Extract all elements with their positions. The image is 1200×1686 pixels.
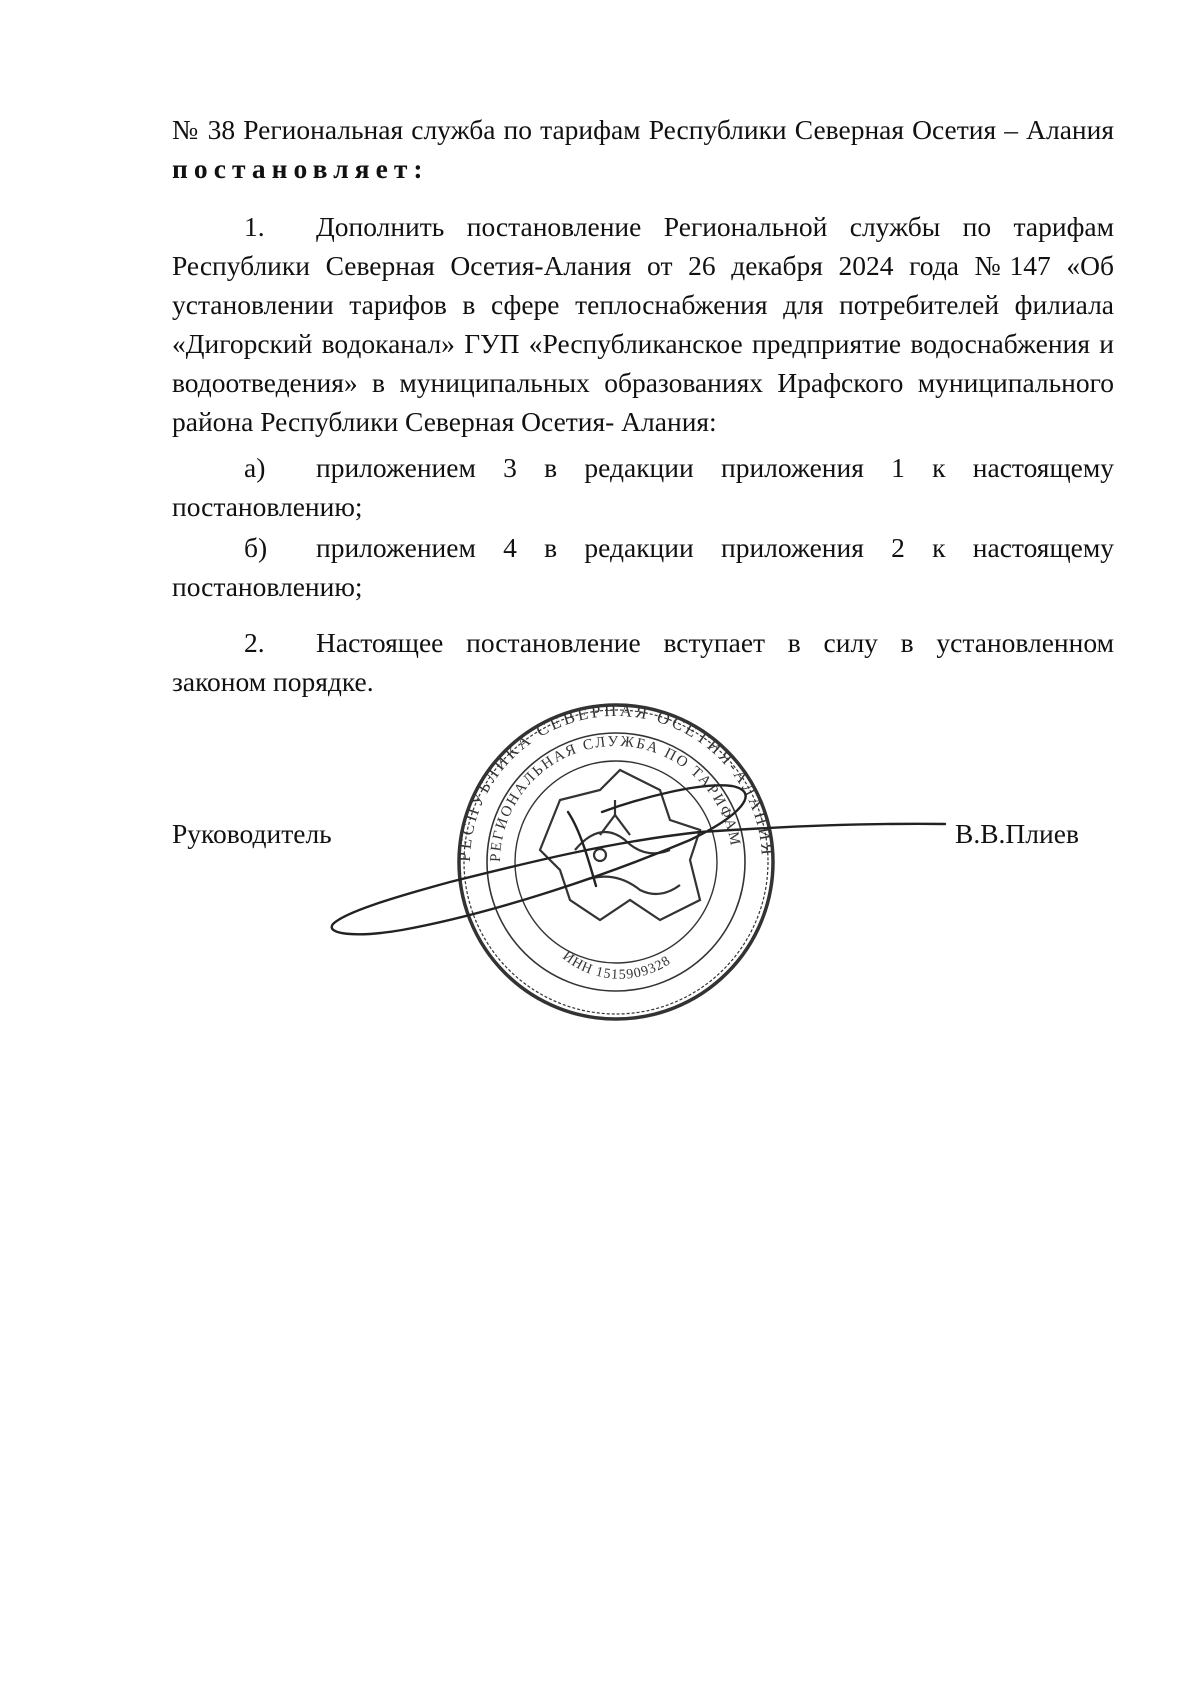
handwritten-signature [332,785,945,934]
svg-text:РЕГИОНАЛЬНАЯ СЛУЖБА ПО ТАРИФАМ [488,734,743,862]
intro-emphasis: постановляет: [172,153,429,184]
item-1-number: 1. [244,211,265,242]
seal-outer-text: РЕСПУБЛИКА СЕВЕРНАЯ ОСЕТИЯ-АЛАНИЯ [454,700,778,863]
item-2-number: 2. [244,627,265,658]
sub-item-a-text: приложением 3 в редакции приложения 1 к настоящему постановлению; [172,452,1114,522]
sub-item-b-text: приложением 4 в редакции приложения 2 к настоящему постановлению; [172,532,1114,602]
seal-bottom-text: ИНН 1515909328 [559,948,674,983]
intro-text: № 38 Региональная служба по тарифам Республики Северная Осетия – Алания [172,114,1114,145]
seal-inner-text: РЕГИОНАЛЬНАЯ СЛУЖБА ПО ТАРИФАМ [487,733,744,863]
signature-position-label: Руководитель [172,818,332,849]
sub-item-a-letter: а) [244,452,266,483]
item-1-text: Дополнить постановление Региональной службы по тарифам Республики Северная Осетия-Алания от 26 декабря 2024 года №147 «Об установлении тарифов в сфере теплоснабжения для потребителей филиала «Дигорский водоканал» ГУП «Республиканское предприятие водоснабжения и водоотведения» в муниципальных образованиях Ирафского муниципального района Республики Северная Осетия- Алания: [172,211,1114,437]
item-2-text: Настоящее постановление вступает в силу в установленном законом порядке. [172,627,1114,697]
official-seal [455,701,777,1019]
signer-name: В.В.Плиев [955,818,1079,849]
sub-item-b-letter: б) [244,532,268,563]
